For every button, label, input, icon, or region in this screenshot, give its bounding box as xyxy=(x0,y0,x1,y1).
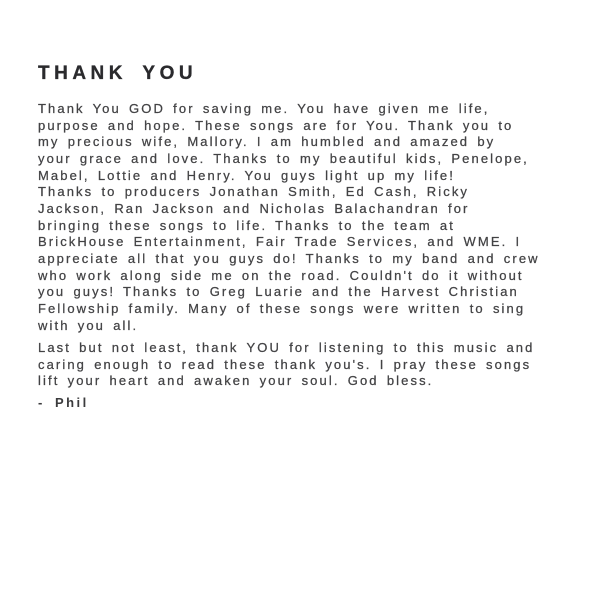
text-line: Last but not least, thank YOU for listening to this music and xyxy=(38,340,535,355)
text-line: BrickHouse Entertainment, Fair Trade Services, and WME. I xyxy=(38,234,522,250)
text-line: Thank You GOD for saving me. You have given me life, xyxy=(38,101,490,116)
thank-you-paragraph-2 xyxy=(38,340,534,390)
text-line: my precious wife, Mallory. I am humbled and amazed by xyxy=(38,134,496,150)
text-line: who work along side me on the road. Couldn't do it without xyxy=(38,267,524,283)
text-line: lift your heart and awaken your soul. God bless. xyxy=(38,373,434,389)
text-line: bringing these songs to life. Thanks to the team at xyxy=(38,217,455,233)
thank-you-paragraph-1 xyxy=(38,101,540,334)
text-line: you guys! Thanks to Greg Luarie and the Harvest Christian xyxy=(38,284,519,300)
text-line: Fellowship family. Many of these songs were written to sing xyxy=(38,300,526,316)
text-line: purpose and hope. These songs are for You. Thank you to xyxy=(38,117,514,133)
text-line: Mabel, Lottie and Henry. You guys light up my life! xyxy=(38,167,455,183)
text-line: Jackson, Ran Jackson and Nicholas Balachandran for xyxy=(38,200,470,216)
signature: - Phil xyxy=(38,395,89,410)
text-line: appreciate all that you guys do! Thanks to my band and crew xyxy=(38,250,540,266)
page-title: THANK YOU xyxy=(38,63,198,84)
text-line: your grace and love. Thanks to my beautiful kids, Penelope, xyxy=(38,150,529,166)
text-line: Thanks to producers Jonathan Smith, Ed Cash, Ricky xyxy=(38,184,470,200)
text-line: caring enough to read these thank you's. I pray these songs xyxy=(38,356,532,372)
text-line: with you all. xyxy=(38,317,139,333)
